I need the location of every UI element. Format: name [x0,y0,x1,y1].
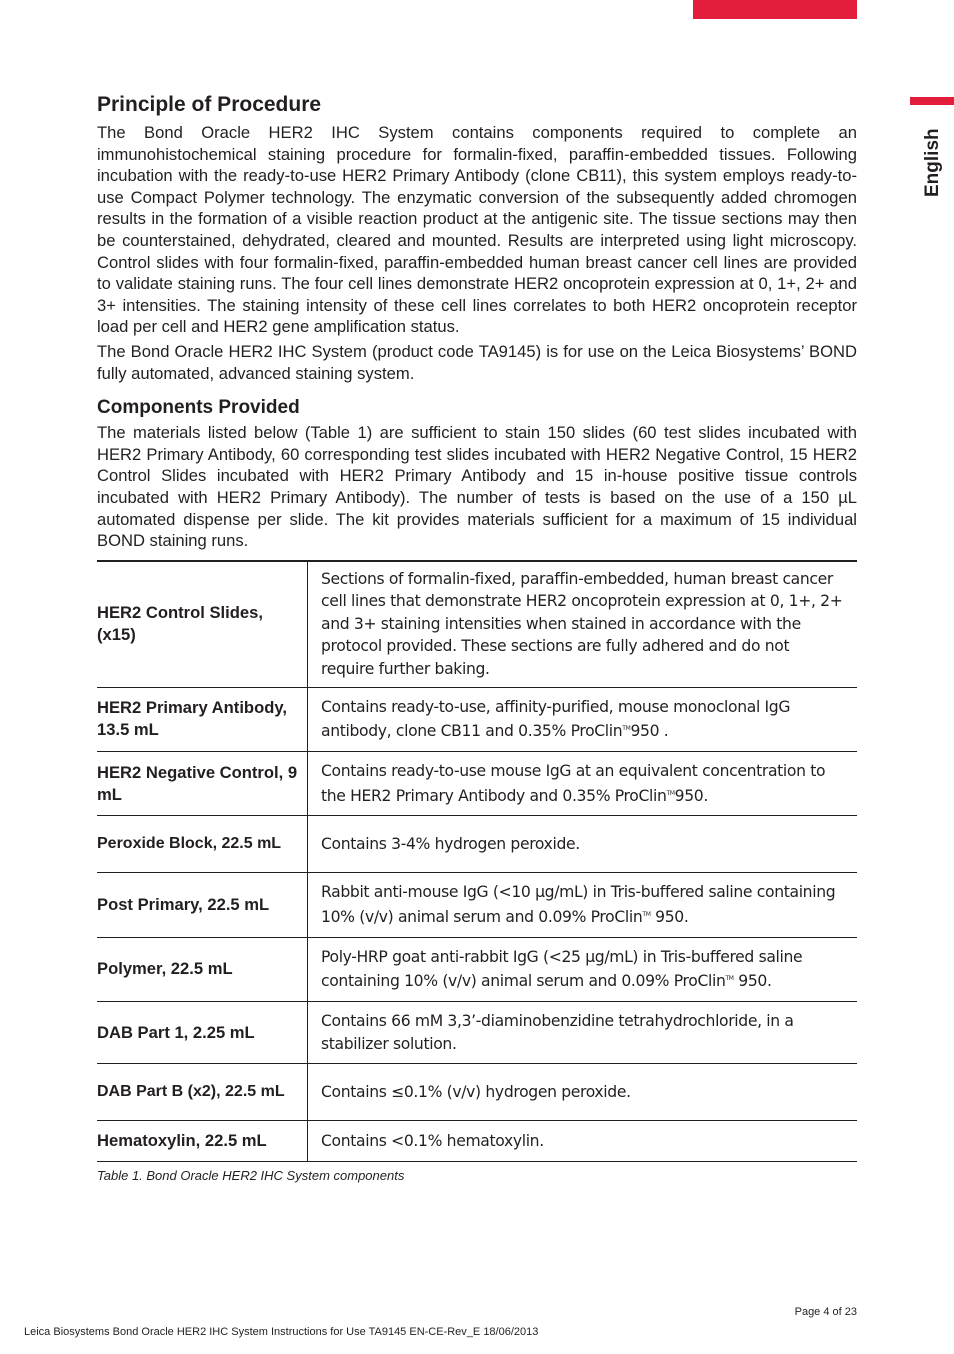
language-tab-accent-bar [910,97,954,105]
table-row [97,816,857,873]
component-description [308,752,858,816]
table-row [97,1121,857,1162]
component-description-text: Contains <0.1% hematoxylin. [321,1132,544,1151]
component-description-tail: 950 . [630,722,669,741]
principle-heading: Principle of Procedure [97,93,322,116]
component-description-text: Contains ≤0.1% (v/v) hydrogen peroxide. [321,1083,631,1102]
component-description-tail: 950. [674,786,708,805]
component-description [308,1064,858,1121]
component-name: DAB Part B (x2), 22.5 mL [97,1064,308,1121]
component-name: Polymer, 22.5 mL [97,937,308,1001]
component-name: DAB Part 1, 2.25 mL [97,1002,308,1064]
component-description-text: Contains 66 mM 3,3’-diaminobenzidine tetrahydrochloride, in a stabilizer solution. [321,1012,794,1053]
component-description [308,687,858,751]
component-name: Peroxide Block, 22.5 mL [97,816,308,873]
component-description-tail: 950. [733,972,772,991]
header-accent-bar [693,0,857,19]
component-description-text: Contains 3-4% hydrogen peroxide. [321,835,580,854]
table-row [97,1064,857,1121]
trademark-mark: TM [725,975,734,983]
principle-paragraph-1: The Bond Oracle HER2 IHC System contains components required to complete an immunohistochemical staining procedure for formalin-fixed, paraffin-embedded tissues. Following incubation with the ready-to-use HER2 Primary Antibody (clone CB11), this system employs ready-to-use Compact Polymer technology. The enzymatic conversion of the subsequently added chromogen results in the formation of a visible reaction product at the antigenic site. The tissue sections may then be counterstained, dehydrated, cleared and mounted. Results are interpreted using light microscopy. Control slides with four formalin-fixed, paraffin-embedded human breast cancer cell lines are provided to validate staining runs. The four cell lines demonstrate HER2 oncoprotein expression at 0, 1+, 2+ and 3+ intensities. The staining intensity of these cell lines correlates to both HER2 oncoprotein receptor load per cell and HER2 gene amplification status. [97,123,857,337]
component-description-text: Rabbit anti-mouse IgG (<10 µg/mL) in Tris-buffered saline containing 10% (v/v) animal serum and 0.09% ProClin [321,883,836,927]
component-name: HER2 Primary Antibody, 13.5 mL [97,687,308,751]
table-row [97,937,857,1001]
page-number: Page 4 of 23 [794,1306,857,1318]
components-table [97,560,857,1163]
component-name: Hematoxylin, 22.5 mL [97,1121,308,1162]
component-description [308,816,858,873]
component-description [308,937,858,1001]
table-row [97,873,857,937]
table-caption: Table 1. Bond Oracle HER2 IHC System components [97,1168,405,1184]
trademark-mark: TM [666,789,675,797]
principle-paragraph-2: The Bond Oracle HER2 IHC System (product code TA9145) is for use on the Leica Biosystems’ BOND fully automated, advanced staining system. [97,341,857,383]
component-description-text: Poly-HRP goat anti-rabbit IgG (<25 µg/mL) in Tris-buffered saline containing 10% (v/v) animal serum and 0.09% ProClin [321,947,803,991]
component-description [308,873,858,937]
component-description-text: Contains ready-to-use, affinity-purified, mouse monoclonal IgG antibody, clone CB11 and 0.35% ProClin [321,697,791,741]
components-paragraph: The materials listed below (Table 1) are sufficient to stain 150 slides (60 test slides incubated with HER2 Primary Antibody, 60 corresponding test slides incubated with HER2 Negative Control, 15 HER2 Control Slides incubated with HER2 Primary Antibody and 15 in-house positive tissue controls incubated with HER2 Primary Antibody). The number of tests is based on the use of a 150 µL automated dispense per slide. The kit provides materials sufficient for a maximum of 15 individual BOND staining runs. [97,423,857,551]
footer-text: Leica Biosystems Bond Oracle HER2 IHC System Instructions for Use TA9145 EN-CE-Rev_E 18/06/2013 [24,1326,539,1338]
component-name: HER2 Negative Control, 9 mL [97,752,308,816]
table-row [97,1002,857,1064]
component-description-text: Contains ready-to-use mouse IgG at an equivalent concentration to the HER2 Primary Antibody and 0.35% ProClin [321,762,826,805]
component-description [308,1121,858,1162]
component-name: Post Primary, 22.5 mL [97,873,308,937]
components-heading: Components Provided [97,397,300,419]
component-description-tail: 950. [650,908,689,927]
table-row [97,561,857,687]
trademark-mark: TM [622,725,631,733]
table-row [97,687,857,751]
component-name: HER2 Control Slides, (x15) [97,561,308,687]
component-description [308,1002,858,1064]
document-body [97,92,857,1184]
table-row [97,752,857,816]
trademark-mark: TM [642,911,651,918]
component-description-text: Sections of formalin-fixed, paraffin-embedded, human breast cancer cell lines that demonstrate HER2 oncoprotein expression at 0, 1+, 2+ and 3+ staining intensities when stained in accordance with the protocol provided. These sections are fully adhered and do not require further baking. [321,569,843,679]
language-tab-label: English [922,128,943,197]
component-description [308,561,858,687]
